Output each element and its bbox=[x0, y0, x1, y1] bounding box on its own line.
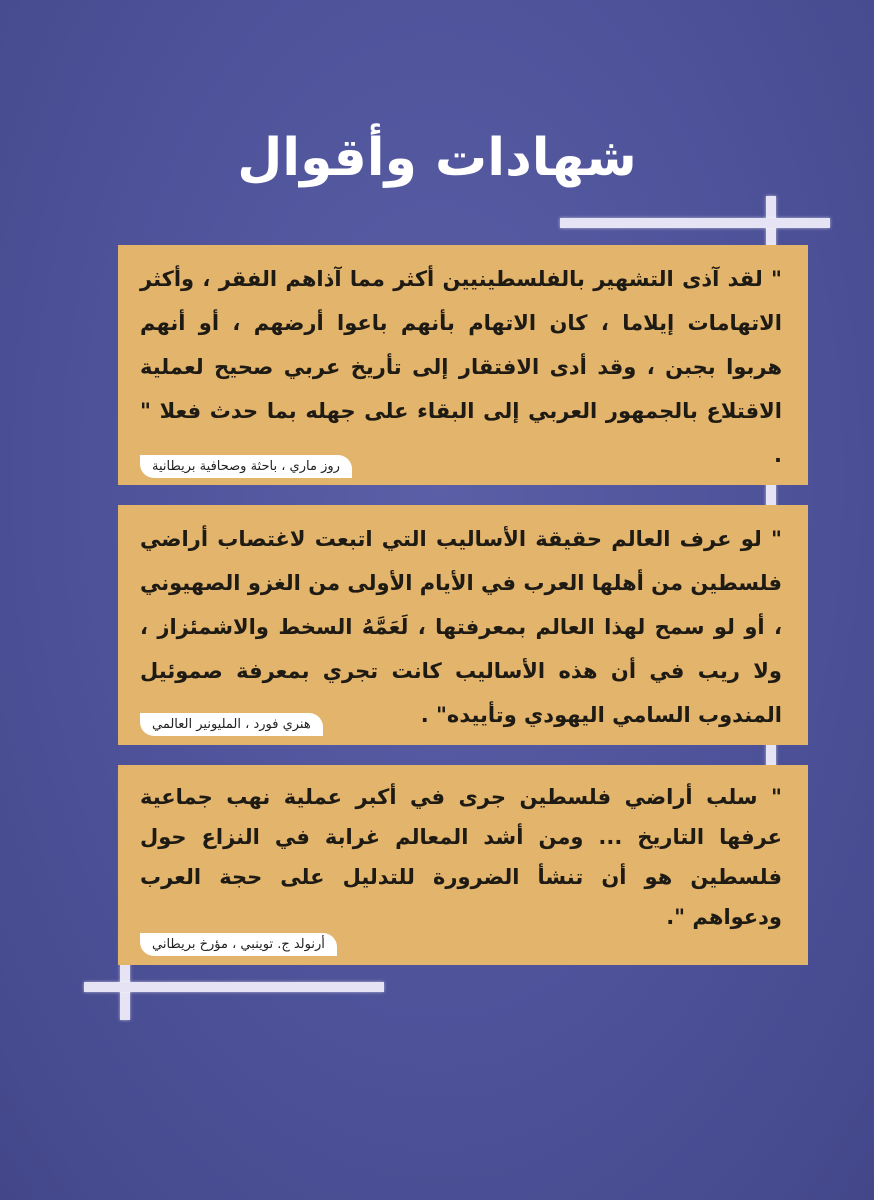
quote-text: " سلب أراضي فلسطين جرى في أكبر عملية نهب جماعية عرفها التاريخ ... ومن أشد المعالم غرابة في النزاع حول فلسطين هو أن تنشأ الضرورة للتدليل على حجة العرب ودعواهم ". bbox=[140, 785, 782, 929]
quote-text: " لو عرف العالم حقيقة الأساليب التي اتبعت لاغتصاب أراضي فلسطين من أهلها العرب في الأيام الأولى من الغزو الصهيوني ، أو لو سمح لهذا العالم بمعرفتها ، لَعَمَّهُ السخط والاشمئزاز ، ولا ريب في أن هذه الأساليب كانت تجري بمعرفة صموئيل المندوب السامي اليهودي وتأييده" . bbox=[140, 527, 782, 727]
quote-text: " لقد آذى التشهير بالفلسطينيين أكثر مما آذاهم الفقر ، وأكثر الاتهامات إيلاما ، كان الاتهام بأنهم باعوا أرضهم ، أو أنهم هربوا بجبن ، وقد أدى الافتقار إلى تأريخ عربي صحيح لعملية الاقتلاع بالجمهور العربي إلى البقاء على جهله بما حدث فعلا " . bbox=[140, 267, 782, 467]
quote-author: أرنولد ج. توينبي ، مؤرخ بريطاني bbox=[140, 933, 337, 956]
quote-box-3 bbox=[118, 765, 808, 965]
quote-box-1 bbox=[118, 245, 808, 485]
page-title: شهادات وأقوال bbox=[237, 128, 637, 188]
frame-line-bottom bbox=[84, 982, 384, 992]
quote-author: روز ماري ، باحثة وصحافية بريطانية bbox=[140, 455, 352, 478]
frame-line-top bbox=[560, 218, 830, 228]
quote-author: هنري فورد ، المليونير العالمي bbox=[140, 713, 323, 736]
quote-box-2 bbox=[118, 505, 808, 745]
